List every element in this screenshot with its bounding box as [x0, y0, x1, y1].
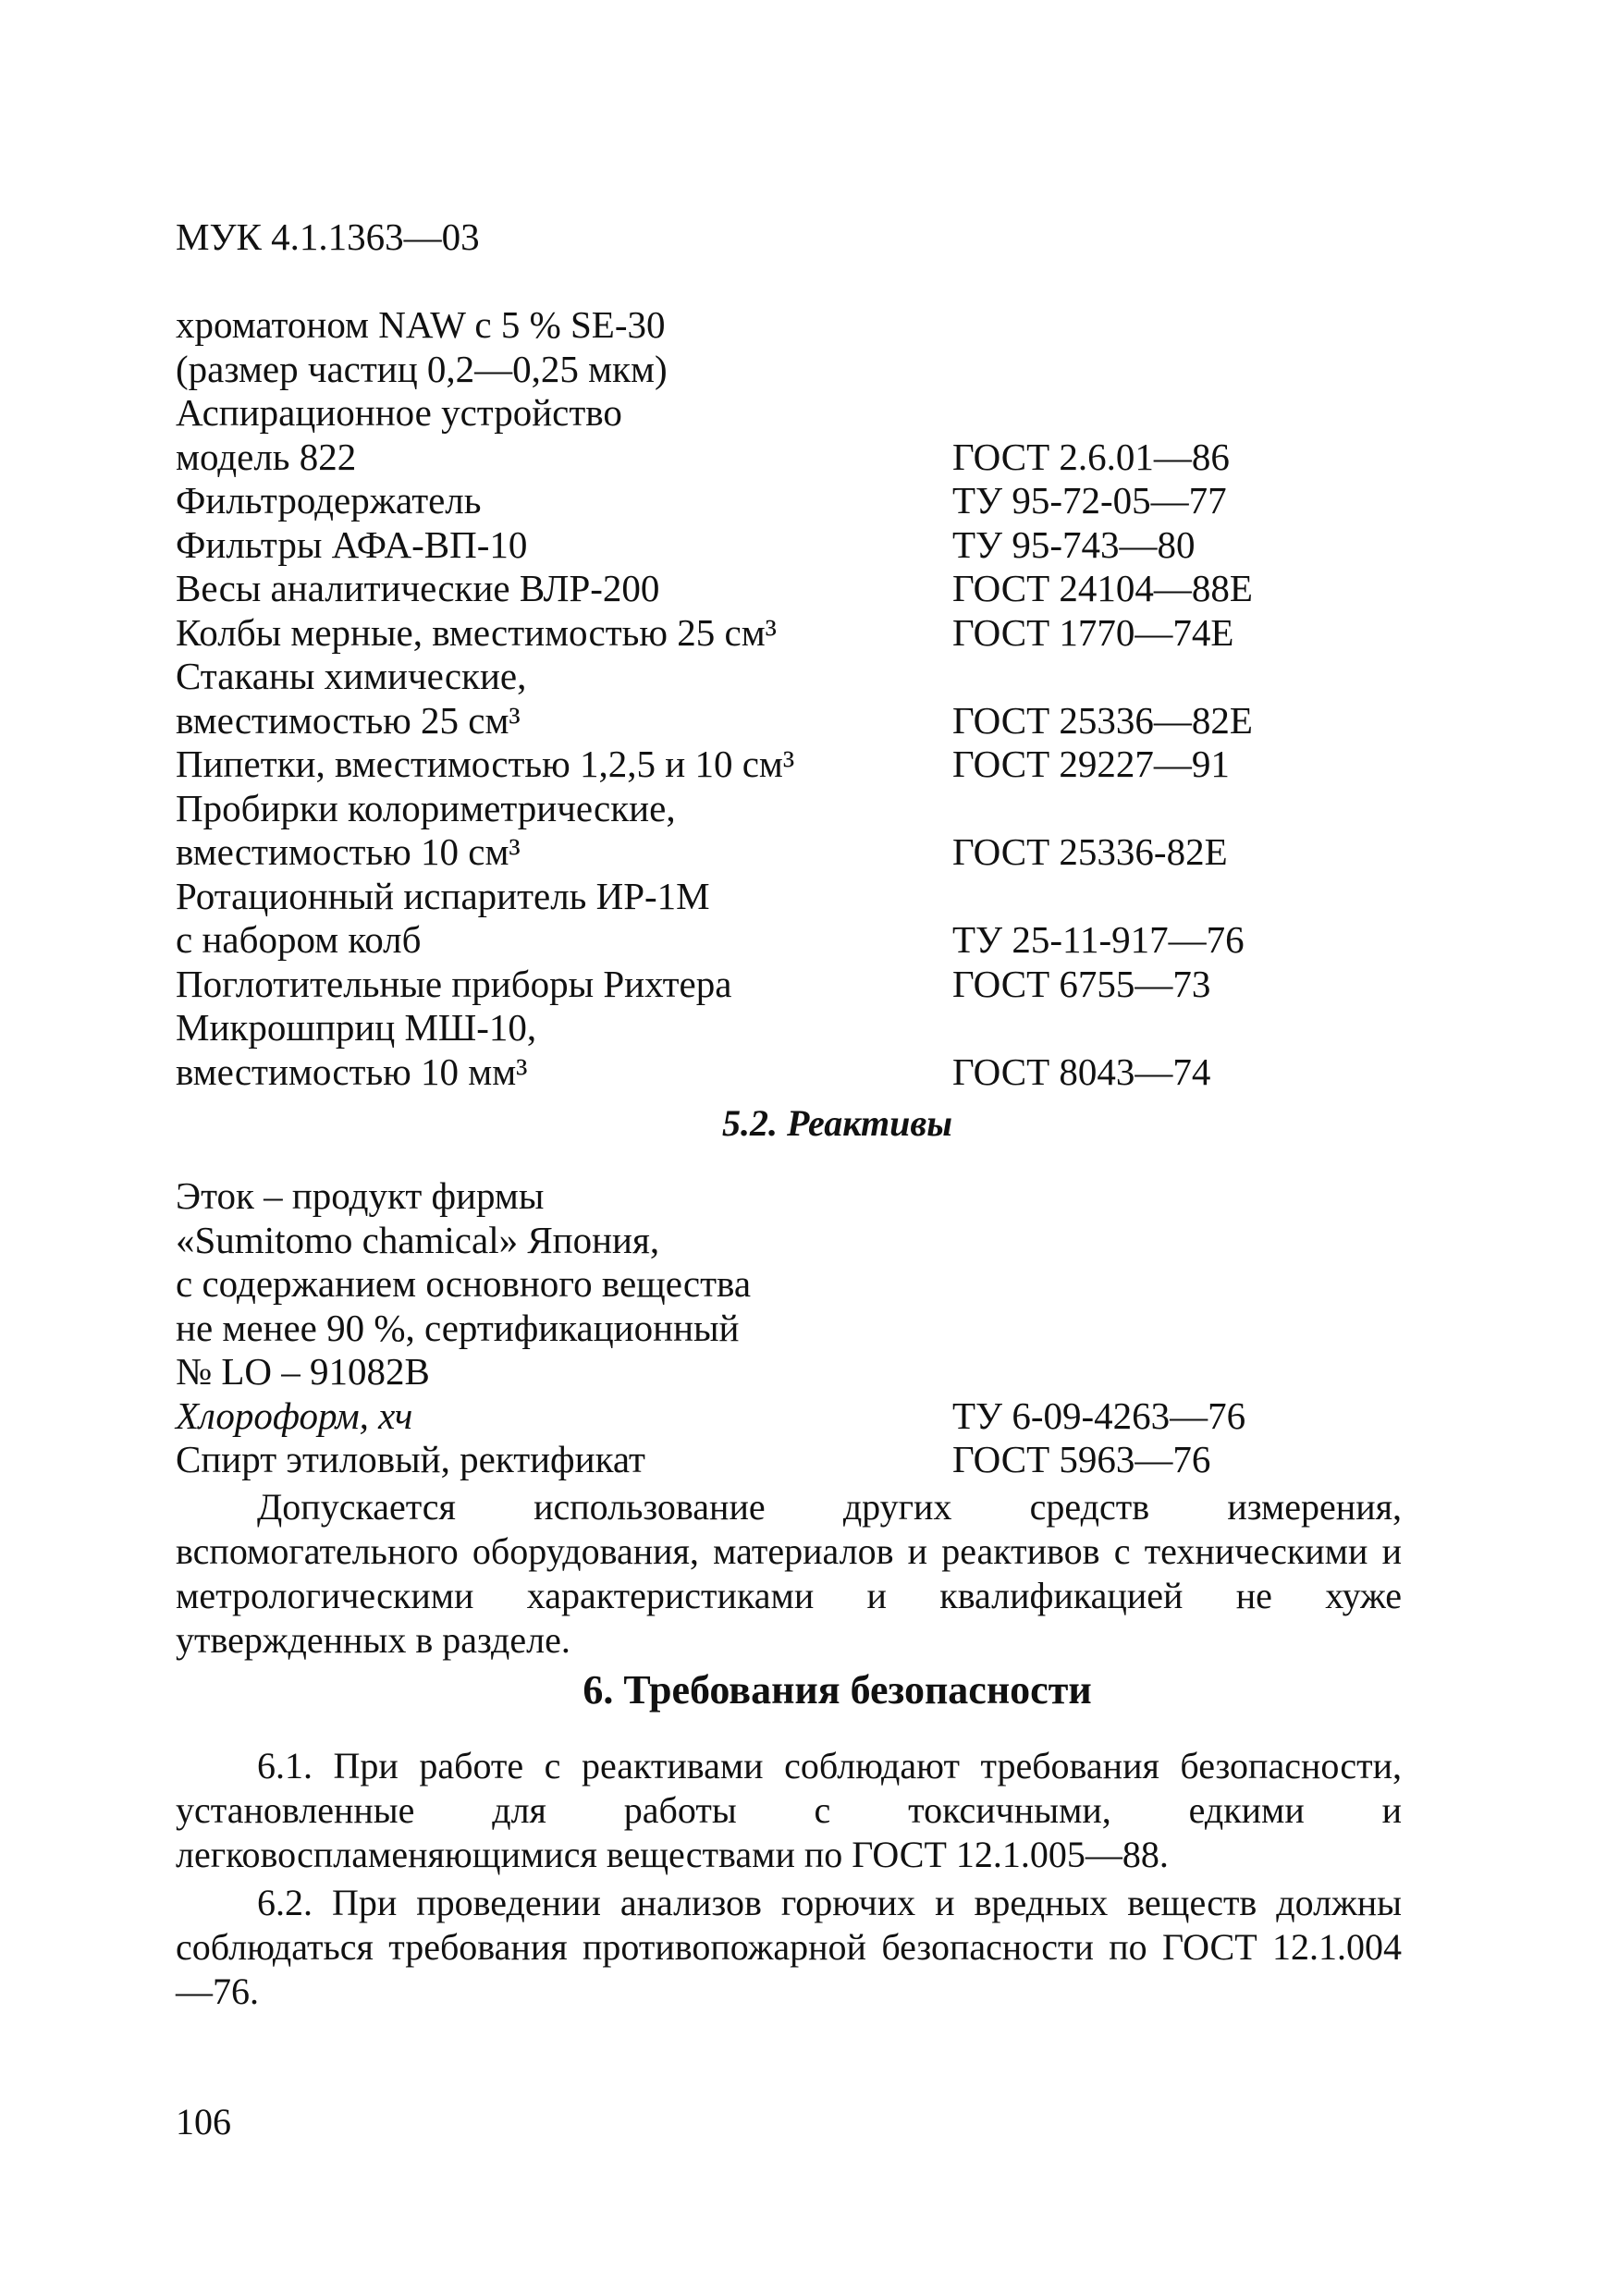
equipment-standard: ГОСТ 8043—74 [952, 1050, 1211, 1093]
page-number: 106 [176, 2101, 231, 2143]
equipment-name: вместимостью 25 см³ [176, 698, 521, 742]
reagents-heading: 5.2. Реактивы [722, 1102, 952, 1144]
equipment-standard: ГОСТ 29227—91 [952, 743, 1230, 785]
equipment-row [176, 699, 1424, 743]
equipment-row [176, 567, 1424, 611]
equipment-name: вместимостью 10 мм³ [176, 1050, 528, 1093]
reagent-name: Спирт этиловый, ректификат [176, 1438, 645, 1480]
equipment-standard: ГОСТ 25336-82Е [952, 830, 1228, 873]
safety-paragraph-2 [176, 1881, 1402, 2014]
equipment-row [176, 303, 1424, 348]
equipment-row [176, 830, 1424, 875]
document-code-header: МУК 4.1.1363—03 [176, 215, 480, 258]
equipment-name: Фильтры АФА-ВП-10 [176, 522, 528, 566]
equipment-name: (размер частиц 0,2—0,25 мкм) [176, 347, 668, 390]
equipment-standard: ТУ 25-11-917—76 [952, 918, 1245, 961]
reagents-list [176, 1174, 1424, 1482]
equipment-row [176, 1006, 1424, 1050]
reagent-name: «Sumitomo chamical» Япония, [176, 1218, 660, 1261]
equipment-row [176, 611, 1424, 656]
equipment-row [176, 918, 1424, 963]
equipment-name: Колбы мерные, вместимостью 25 см³ [176, 610, 777, 654]
reagent-name: Хлороформ, хч [176, 1394, 413, 1437]
safety-paragraph-1 [176, 1744, 1402, 1877]
equipment-row [176, 436, 1424, 480]
equipment-row [176, 348, 1424, 392]
reagent-row [176, 1350, 1424, 1394]
equipment-row [176, 743, 1424, 787]
reagent-standard: ТУ 6-09-4263—76 [952, 1394, 1246, 1437]
safety-paragraph-2-text: 6.2. При проведении анализов горючих и вредных веществ должны соблюдаться требования противопожарной безопасности по ГОСТ 12.1.004—76. [176, 1882, 1402, 2012]
reagent-name: с содержанием основного вещества [176, 1262, 752, 1305]
reagent-row [176, 1307, 1424, 1351]
reagent-name: № LO – 91082B [176, 1350, 430, 1393]
equipment-name: Поглотительные приборы Рихтера [176, 962, 732, 1005]
reagent-row [176, 1438, 1424, 1482]
reagent-name: не менее 90 %, сертификационный [176, 1306, 740, 1349]
equipment-row [176, 391, 1424, 436]
equipment-name: хроматоном NAW с 5 % SE-30 [176, 303, 666, 346]
equipment-name: вместимостью 10 см³ [176, 830, 521, 873]
equipment-row [176, 655, 1424, 699]
equipment-list [176, 303, 1424, 1094]
equipment-name: Пипетки, вместимостью 1,2,5 и 10 см³ [176, 743, 795, 785]
equipment-standard: ГОСТ 1770—74Е [952, 610, 1234, 654]
section-title: 6. Требования безопасности [583, 1667, 1092, 1713]
equipment-name: Фильтродержатель [176, 479, 482, 522]
equipment-row [176, 1050, 1424, 1095]
reagent-row [176, 1219, 1424, 1263]
equipment-standard: ГОСТ 24104—88Е [952, 567, 1253, 609]
reagent-row [176, 1262, 1424, 1307]
reagent-row [176, 1174, 1424, 1219]
reagent-name: Эток – продукт фирмы [176, 1174, 545, 1217]
equipment-name: Стаканы химические, [176, 655, 527, 697]
equipment-name: Пробирки колориметрические, [176, 786, 676, 829]
equipment-row [176, 479, 1424, 523]
reagent-row [176, 1394, 1424, 1439]
equipment-name: Микрошприц МШ-10, [176, 1006, 537, 1049]
equipment-row [176, 523, 1424, 568]
note-paragraph-text: Допускается использование других средств измерения, вспомогательного оборудования, материалов и реактивов с техническими и метрологическими характеристиками и квалификацией не хуже утвержденных в разделе. [176, 1486, 1402, 1661]
equipment-name: с набором колб [176, 918, 422, 961]
equipment-name: Аспирационное устройство [176, 391, 622, 434]
safety-paragraph-1-text: 6.1. При работе с реактивами соблюдают требования безопасности, установленные для работы с токсичными, едкими и легковоспламеняющимися веществами по ГОСТ 12.1.005—88. [176, 1745, 1402, 1875]
equipment-name: Ротационный испаритель ИР-1М [176, 874, 710, 917]
reagent-standard: ГОСТ 5963—76 [952, 1438, 1211, 1480]
equipment-row [176, 787, 1424, 831]
equipment-standard: ТУ 95-743—80 [952, 522, 1196, 566]
equipment-standard: ГОСТ 2.6.01—86 [952, 435, 1230, 478]
equipment-standard: ТУ 95-72-05—77 [952, 479, 1227, 522]
equipment-row [176, 875, 1424, 919]
equipment-name: Весы аналитические ВЛР-200 [176, 567, 660, 609]
equipment-standard: ГОСТ 25336—82Е [952, 698, 1253, 742]
note-paragraph [176, 1485, 1402, 1663]
equipment-row [176, 963, 1424, 1007]
equipment-name: модель 822 [176, 435, 357, 478]
equipment-standard: ГОСТ 6755—73 [952, 962, 1211, 1005]
